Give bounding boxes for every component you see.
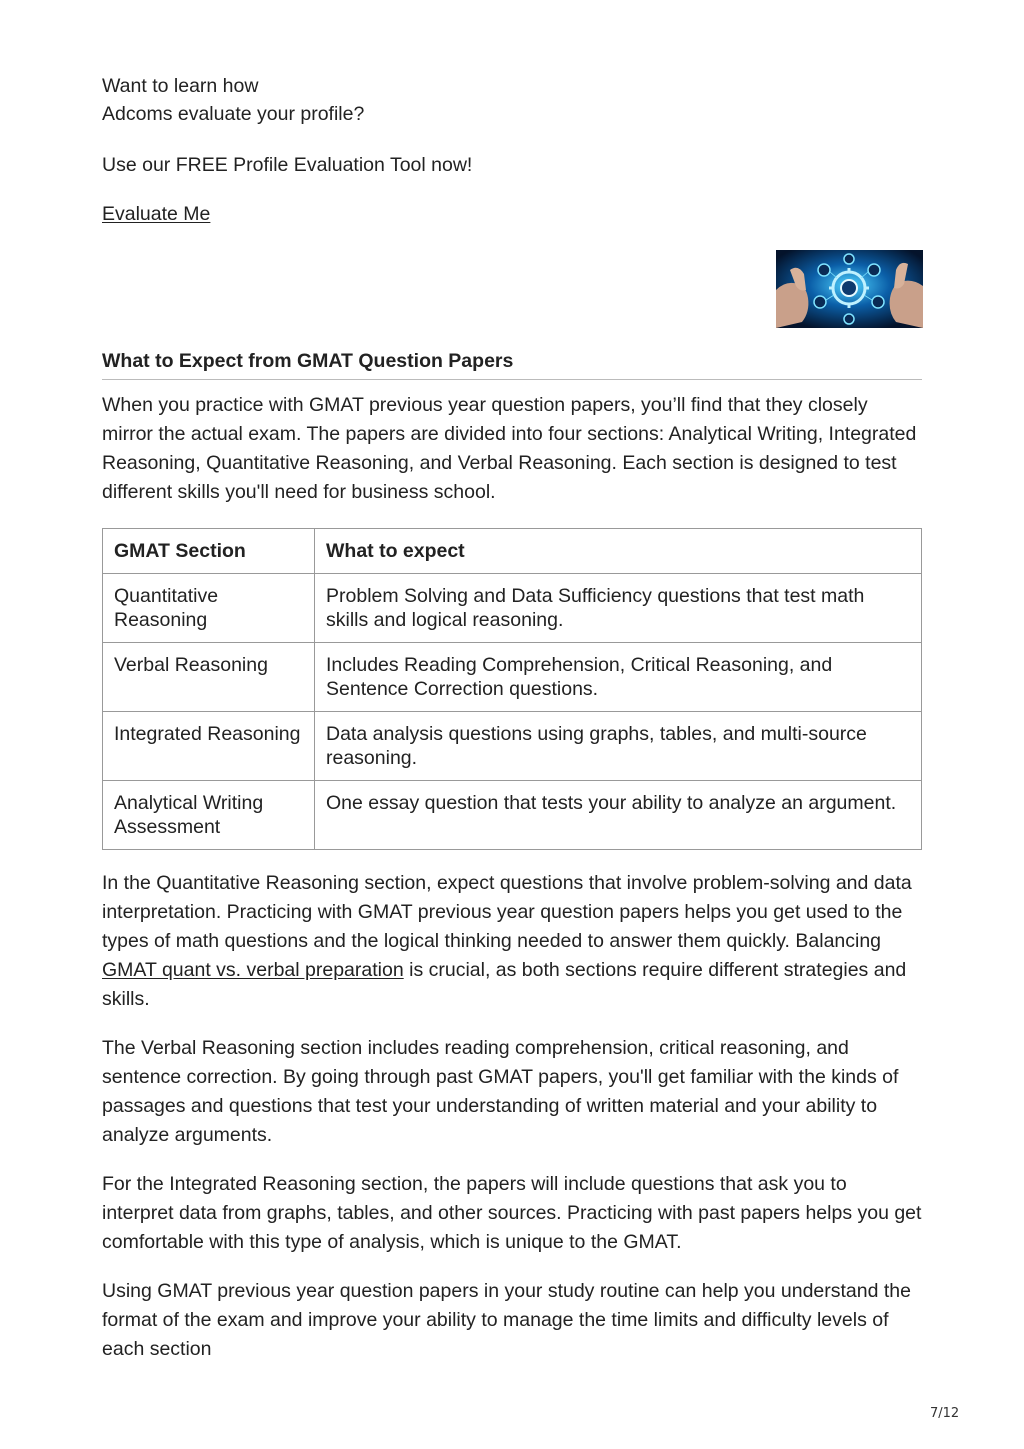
quant-vs-verbal-link[interactable]: GMAT quant vs. verbal preparation <box>102 959 404 981</box>
evaluate-me-link[interactable]: Evaluate Me <box>102 203 211 225</box>
promo-tool-text: Use our FREE Profile Evaluation Tool now! <box>102 154 473 176</box>
table-cell-section: Verbal Reasoning <box>103 643 315 712</box>
gears-network-hands-image <box>776 250 923 328</box>
table-row <box>103 712 922 781</box>
table-row <box>103 643 922 712</box>
table-cell-expect: Includes Reading Comprehension, Critical Reasoning, and Sentence Correction questions. <box>315 643 922 712</box>
table-header-row <box>103 529 922 574</box>
table-cell-section: Integrated Reasoning <box>103 712 315 781</box>
quant-text-before: In the Quantitative Reasoning section, expect questions that involve problem-solving and data interpretation. Practicing with GMAT previous year question papers helps you get used to the types of math questions and the logical thinking needed to answer them quickly. Balancing <box>102 872 912 952</box>
routine-paragraph: Using GMAT previous year question papers in your study routine can help you understand the format of the exam and improve your ability to manage the time limits and difficulty levels of each section <box>102 1280 911 1360</box>
promo-line-1: Want to learn how <box>102 75 259 97</box>
section-heading: What to Expect from GMAT Question Papers <box>102 348 922 380</box>
promo-line-2: Adcoms evaluate your profile? <box>102 103 365 125</box>
integrated-paragraph: For the Integrated Reasoning section, the papers will include questions that ask you to interpret data from graphs, tables, and other sources. Practicing with past papers helps you get comfortable with this type of analysis, which is unique to the GMAT. <box>102 1173 922 1253</box>
evaluate-me-row <box>102 200 210 228</box>
page-number: 7/12 <box>930 1406 960 1421</box>
quant-text-after: is crucial, as both sections require different strategies and skills. <box>102 959 907 1010</box>
table-header-expect: What to expect <box>315 529 922 574</box>
table-row <box>103 781 922 850</box>
table-cell-section: Analytical Writing Assessment <box>103 781 315 850</box>
table-row <box>103 574 922 643</box>
table-cell-expect: Problem Solving and Data Sufficiency questions that test math skills and logical reasoning. <box>315 574 922 643</box>
quant-paragraph <box>102 869 922 1014</box>
table-header-section: GMAT Section <box>103 529 315 574</box>
hero-image <box>776 250 923 328</box>
gmat-sections-table <box>102 528 922 850</box>
table-cell-expect: One essay question that tests your ability to analyze an argument. <box>315 781 922 850</box>
intro-paragraph: When you practice with GMAT previous year question papers, you’ll find that they closely mirror the actual exam. The papers are divided into four sections: Analytical Writing, Integrated Reasoning, Quantitative Reasoning, and Verbal Reasoning. Each section is designed to test different skills you'll need for business school. <box>102 394 917 503</box>
table-cell-section: Quantitative Reasoning <box>103 574 315 643</box>
verbal-paragraph: The Verbal Reasoning section includes reading comprehension, critical reasoning, and sentence correction. By going through past GMAT papers, you'll get familiar with the kinds of passages and questions that test your understanding of written material and your ability to analyze arguments. <box>102 1037 899 1146</box>
table-cell-expect: Data analysis questions using graphs, tables, and multi-source reasoning. <box>315 712 922 781</box>
